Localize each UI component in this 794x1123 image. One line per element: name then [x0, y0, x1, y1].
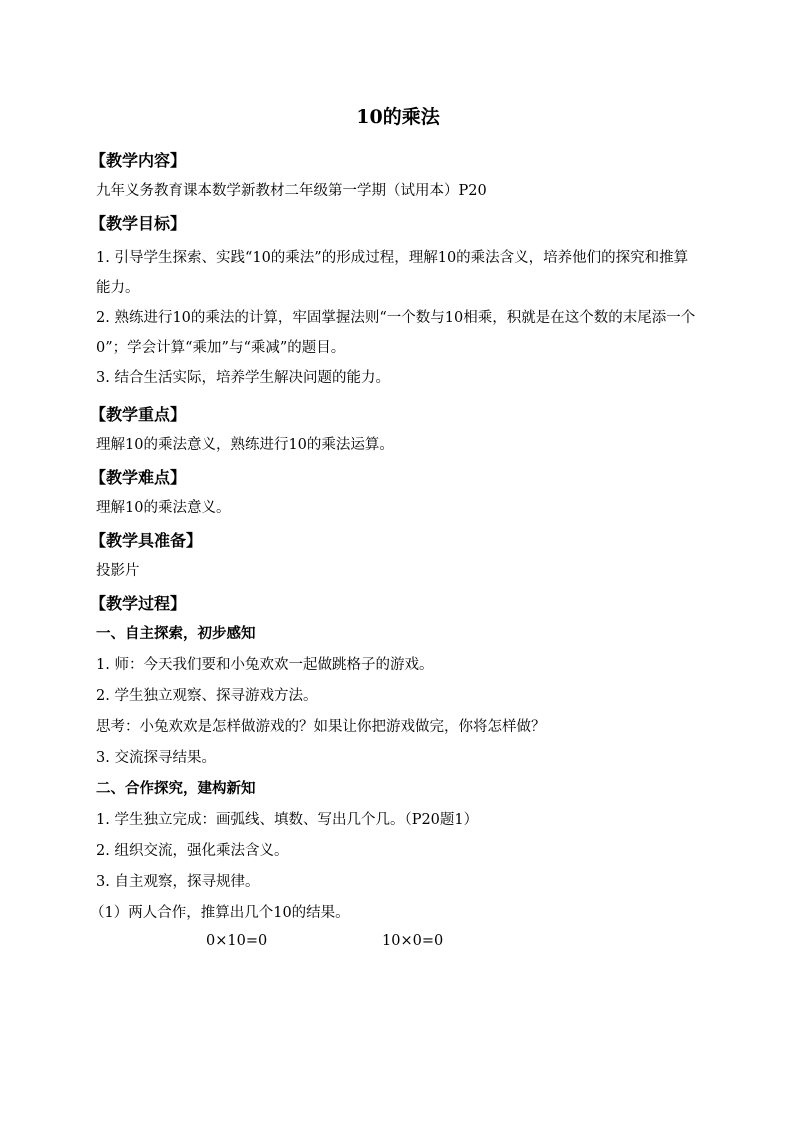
- process-part2-line-4: （1）两人合作，推算出几个10的结果。: [90, 905, 350, 921]
- key-points-text: 理解10的乘法意义，熟练进行10的乘法运算。: [96, 437, 394, 453]
- process-part2-line-2: 2. 组织交流，强化乘法含义。: [96, 843, 289, 859]
- process-part2-line-1: 1. 学生独立完成：画弧线、填数、写出几个几。（P20题1）: [96, 812, 479, 828]
- difficulties-text: 理解10的乘法意义。: [96, 500, 231, 516]
- section-heading-goals: 【教学目标】: [90, 214, 187, 233]
- process-part2-line-3: 3. 自主观察，探寻规律。: [96, 874, 260, 890]
- section-heading-key-points: 【教学重点】: [90, 405, 187, 424]
- materials-text: 投影片: [96, 563, 140, 579]
- section-heading-content: 【教学内容】: [90, 151, 187, 170]
- goal-item-2: 2. 熟练进行10的乘法的计算，牢固掌握法则“一个数与10相乘，积就是在这个数的末尾添一个0”；学会计算“乘加”与“乘减”的题目。: [96, 310, 696, 356]
- document-body: [90, 100, 700, 959]
- equation-2: 10×0=0: [382, 933, 444, 949]
- process-part1-line-1: 1. 师：今天我们要和小兔欢欢一起做跳格子的游戏。: [96, 657, 434, 673]
- section-heading-difficulties: 【教学难点】: [90, 468, 187, 487]
- section-heading-process: 【教学过程】: [90, 594, 187, 613]
- goal-item-1: 1. 引导学生探索、实践“10的乘法”的形成过程，理解10的乘法含义，培养他们的探究和推算能力。: [96, 250, 689, 296]
- goal-item-3: 3. 结合生活实际，培养学生解决问题的能力。: [96, 370, 390, 386]
- process-part1-line-4: 3. 交流探寻结果。: [96, 750, 216, 766]
- equation-1: 0×10=0: [206, 933, 268, 949]
- process-part1-line-3: 思考：小兔欢欢是怎样做游戏的？如果让你把游戏做完，你将怎样做？: [96, 719, 546, 735]
- section-heading-materials: 【教学具准备】: [90, 531, 203, 550]
- equation-row: [96, 933, 700, 959]
- process-part1-line-2: 2. 学生独立观察、探寻游戏方法。: [96, 688, 318, 704]
- process-part2-heading: 二、合作探究，建构新知: [96, 780, 256, 797]
- document-title: 10的乘法: [356, 106, 440, 128]
- content-text: 九年义务教育课本数学新教材二年级第一学期（试用本）P20: [96, 183, 487, 199]
- process-part1-heading: 一、自主探索，初步感知: [96, 625, 256, 642]
